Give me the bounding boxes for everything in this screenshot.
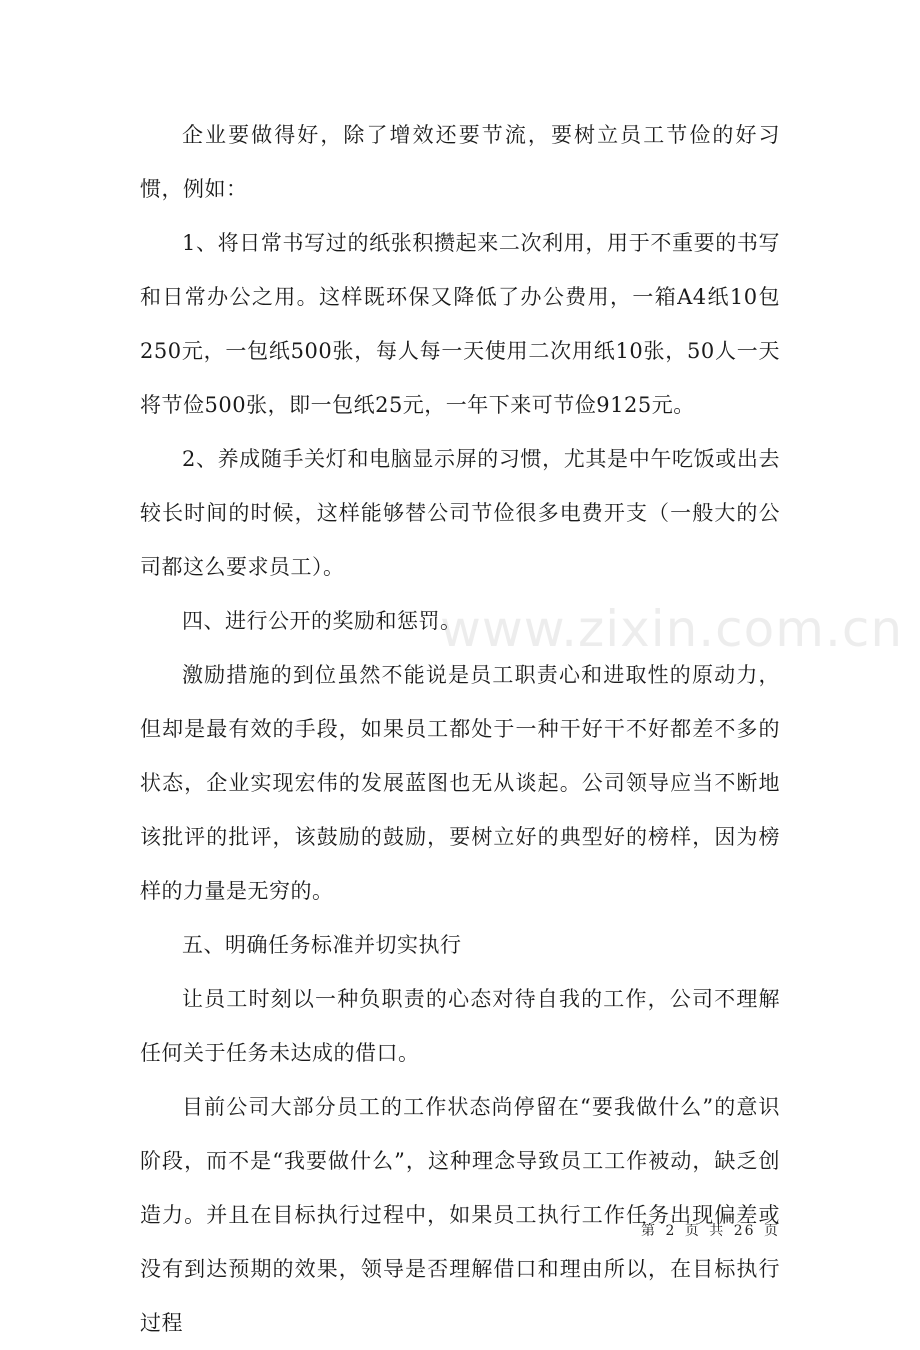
- section-heading: 四、进行公开的奖励和惩罚。: [182, 609, 462, 633]
- paragraph: 激励措施的到位虽然不能说是员工职责心和进取性的原动力，但却是最有效的手段，如果员工都处于一种干好干不好都差不多的状态，企业实现宏伟的发展蓝图也无从谈起。公司领导应当不断地该批评的批评，该鼓励的鼓励，要树立好的典型好的榜样，因为榜样的力量是无穷的。: [140, 663, 780, 903]
- paragraph: 目前公司大部分员工的工作状态尚停留在“要我做什么”的意识阶段，而不是“我要做什么”，这种理念导致员工工作被动，缺乏创造力。并且在目标执行过程中，如果员工执行工作任务出现偏差或没有到达预期的效果，领导是否理解借口和理由所以，在目标执行过程: [140, 1095, 780, 1335]
- section-heading: 五、明确任务标准并切实执行: [182, 933, 462, 957]
- paragraph: 让员工时刻以一种负职责的心态对待自我的工作，公司不理解任何关于任务未达成的借口。: [140, 987, 780, 1065]
- page-number: 第 2 页 共 26 页: [641, 1223, 780, 1239]
- body-text: [140, 108, 780, 1350]
- paragraph: 2、养成随手关灯和电脑显示屏的习惯，尤其是中午吃饭或出去较长时间的时候，这样能够替公司节俭很多电费开支（一般大的公司都这么要求员工）。: [140, 447, 780, 579]
- paragraph: 企业要做得好，除了增效还要节流，要树立员工节俭的好习惯，例如：: [140, 123, 780, 201]
- paragraph: 1、将日常书写过的纸张积攒起来二次利用，用于不重要的书写和日常办公之用。这样既环保又降低了办公费用，一箱A4纸10包250元，一包纸500张，每人每一天使用二次用纸10张，50人一天将节俭500张，即一包纸25元，一年下来可节俭9125元。: [140, 231, 780, 417]
- watermark: www.zixin.com.cn: [440, 600, 904, 658]
